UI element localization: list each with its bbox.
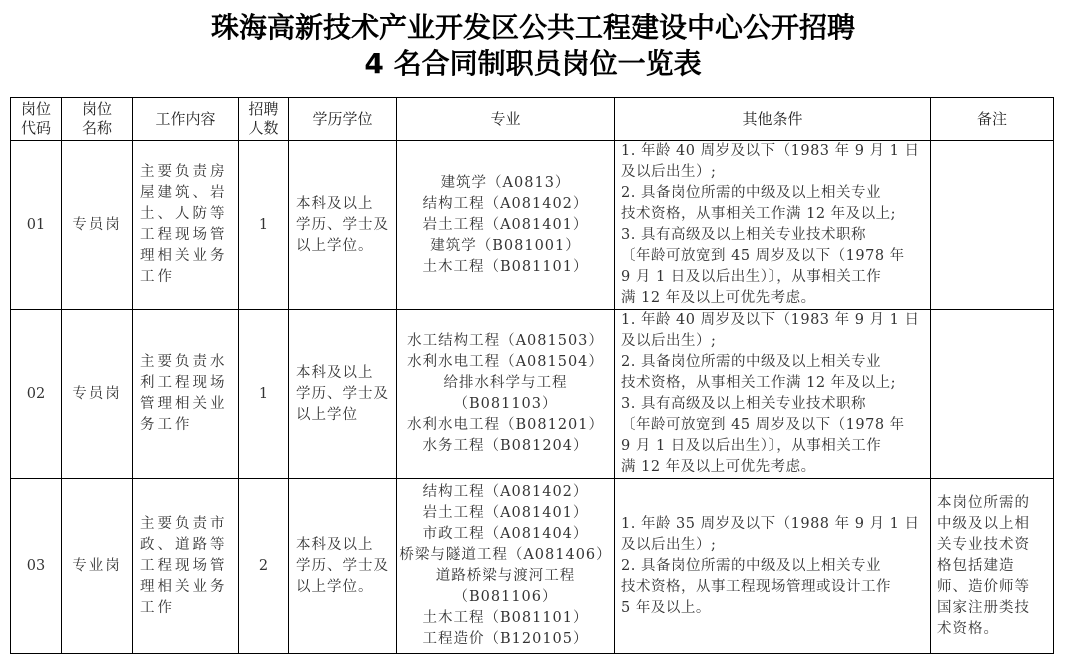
cell-line: 1. 年龄 35 周岁及以下（1988 年 9 月 1 日 bbox=[621, 515, 920, 532]
cell-education bbox=[289, 310, 397, 479]
cell-line: 学历、学士及 bbox=[296, 557, 389, 574]
cell-name: 专员岗 bbox=[62, 310, 133, 479]
cell-line: 本岗位所需的 bbox=[937, 494, 1030, 511]
cell-line: 学历、学士及 bbox=[296, 216, 389, 233]
cell-line: 屋建筑、岩 bbox=[140, 185, 228, 201]
cell-line: 水工结构工程（A081503） bbox=[407, 333, 604, 349]
header-conditions: 其他条件 bbox=[615, 98, 931, 141]
cell-line: 工程现场管 bbox=[140, 227, 228, 243]
cell-notes bbox=[931, 310, 1054, 479]
cell-line: 理相关业务 bbox=[140, 578, 228, 595]
cell-line: 1. 年龄 40 周岁及以下（1983 年 9 月 1 日 bbox=[621, 312, 920, 328]
cell-majors bbox=[397, 479, 615, 654]
cell-majors bbox=[397, 141, 615, 310]
cell-line: 市政工程（A081404） bbox=[422, 526, 589, 542]
cell-count: 1 bbox=[239, 310, 289, 479]
cell-line: 技术资格，从事相关工作满 12 年及以上; bbox=[621, 206, 897, 222]
cell-code: 03 bbox=[11, 479, 62, 654]
cell-line: 9 月 1 日及以后出生）〕，从事相关工作 bbox=[621, 438, 882, 454]
header-notes: 备注 bbox=[931, 98, 1054, 141]
cell-count: 1 bbox=[239, 141, 289, 310]
cell-education bbox=[289, 479, 397, 654]
table-row bbox=[11, 310, 1054, 479]
cell-name: 专业岗 bbox=[62, 479, 133, 654]
cell-line: 及以后出生）; bbox=[621, 333, 717, 349]
cell-line: 满 12 年及以上可优先考虑。 bbox=[621, 290, 816, 306]
cell-line: 以上学位 bbox=[296, 406, 358, 423]
cell-conditions bbox=[615, 310, 931, 479]
cell-line: 以上学位。 bbox=[296, 237, 374, 254]
cell-count: 2 bbox=[239, 479, 289, 654]
cell-work bbox=[133, 479, 239, 654]
cell-line: 岩土工程（A081401） bbox=[422, 216, 589, 233]
positions-table bbox=[10, 97, 1054, 654]
cell-line: 以上学位。 bbox=[296, 578, 374, 595]
cell-line: 桥梁与隧道工程（A081406） bbox=[399, 547, 612, 563]
cell-line: 工程现场管 bbox=[140, 557, 228, 574]
cell-line: 3. 具有高级及以上相关专业技术职称 bbox=[621, 396, 866, 412]
cell-line: 3. 具有高级及以上相关专业技术职称 bbox=[621, 227, 866, 243]
cell-conditions bbox=[615, 479, 931, 654]
cell-line: 格包括建造 bbox=[937, 557, 1015, 574]
cell-line: 技术资格，从事工程现场管理或设计工作 bbox=[621, 578, 891, 595]
header-row bbox=[11, 98, 1054, 141]
cell-line: 术资格。 bbox=[937, 620, 999, 637]
header-work: 工作内容 bbox=[133, 98, 239, 141]
cell-line: 〔年龄可放宽到 45 周岁及以下（1978 年 bbox=[621, 417, 905, 433]
cell-line: 水务工程（B081204） bbox=[422, 438, 589, 454]
cell-line: 土木工程（B081101） bbox=[422, 610, 589, 626]
header-name: 岗位 名称 bbox=[62, 98, 133, 141]
cell-line: 务工作 bbox=[140, 417, 193, 433]
header-major: 专业 bbox=[397, 98, 615, 141]
cell-line: 工作 bbox=[140, 269, 175, 285]
cell-line: 1. 年龄 40 周岁及以下（1983 年 9 月 1 日 bbox=[621, 143, 920, 159]
cell-line: 及以后出生）; bbox=[621, 536, 717, 553]
cell-line: 建筑学（A0813） bbox=[440, 174, 571, 191]
cell-line: 满 12 年及以上可优先考虑。 bbox=[621, 459, 816, 475]
cell-line: 建筑学（B081001） bbox=[430, 237, 581, 254]
cell-majors bbox=[397, 310, 615, 479]
cell-line: 主要负责房 bbox=[140, 164, 228, 180]
cell-line: 5 年及以上。 bbox=[621, 599, 711, 616]
cell-line: 国家注册类技 bbox=[937, 599, 1030, 616]
cell-notes bbox=[931, 479, 1054, 654]
cell-conditions bbox=[615, 141, 931, 310]
cell-line: （B081103） bbox=[453, 396, 558, 412]
cell-line: 9 月 1 日及以后出生）〕，从事相关工作 bbox=[621, 269, 882, 285]
cell-line: 结构工程（A081402） bbox=[422, 195, 589, 212]
header-code: 岗位 代码 bbox=[11, 98, 62, 141]
cell-line: 结构工程（A081402） bbox=[422, 484, 589, 500]
cell-line: （B081106） bbox=[453, 589, 558, 605]
cell-line: 主要负责水 bbox=[140, 354, 228, 370]
cell-line: 利工程现场 bbox=[140, 375, 228, 391]
cell-line: 工程造价（B120105） bbox=[422, 631, 589, 647]
document-title-line2: 4 名合同制职员岗位一览表 bbox=[364, 47, 702, 80]
cell-line: 工作 bbox=[140, 599, 175, 616]
cell-code: 02 bbox=[11, 310, 62, 479]
cell-education bbox=[289, 141, 397, 310]
cell-line: 道路桥梁与渡河工程 bbox=[435, 568, 576, 584]
cell-line: 管理相关业 bbox=[140, 396, 228, 412]
cell-line: 水利水电工程（A081504） bbox=[407, 354, 604, 370]
header-count: 招聘 人数 bbox=[239, 98, 289, 141]
cell-work bbox=[133, 310, 239, 479]
cell-line: 师、造价师等 bbox=[937, 578, 1030, 595]
cell-line: 本科及以上 bbox=[296, 536, 374, 553]
cell-line: 2. 具备岗位所需的中级及以上相关专业 bbox=[621, 354, 881, 370]
cell-line: 水利水电工程（B081201） bbox=[406, 417, 604, 433]
cell-line: 主要负责市 bbox=[140, 515, 228, 532]
cell-line: 2. 具备岗位所需的中级及以上相关专业 bbox=[621, 557, 881, 574]
table-row bbox=[11, 479, 1054, 654]
cell-line: 技术资格，从事相关工作满 12 年及以上; bbox=[621, 375, 897, 391]
cell-line: 中级及以上相 bbox=[937, 515, 1030, 532]
cell-line: 给排水科学与工程 bbox=[443, 375, 568, 391]
cell-line: 政、道路等 bbox=[140, 536, 228, 553]
cell-line: 理相关业务 bbox=[140, 248, 228, 264]
cell-name: 专员岗 bbox=[62, 141, 133, 310]
cell-line: 〔年龄可放宽到 45 周岁及以下（1978 年 bbox=[621, 248, 905, 264]
cell-line: 岩土工程（A081401） bbox=[422, 505, 589, 521]
cell-line: 土木工程（B081101） bbox=[422, 258, 589, 275]
cell-line: 本科及以上 bbox=[296, 364, 374, 381]
cell-line: 土、人防等 bbox=[140, 206, 228, 222]
cell-line: 关专业技术资 bbox=[937, 536, 1030, 553]
cell-work bbox=[133, 141, 239, 310]
cell-notes bbox=[931, 141, 1054, 310]
table-row bbox=[11, 141, 1054, 310]
document-title-line1: 珠海高新技术产业开发区公共工程建设中心公开招聘 bbox=[210, 11, 855, 44]
cell-line: 学历、学士及 bbox=[296, 385, 389, 402]
header-education: 学历学位 bbox=[289, 98, 397, 141]
cell-code: 01 bbox=[11, 141, 62, 310]
cell-line: 本科及以上 bbox=[296, 195, 374, 212]
cell-line: 2. 具备岗位所需的中级及以上相关专业 bbox=[621, 185, 881, 201]
cell-line: 及以后出生）; bbox=[621, 164, 717, 180]
